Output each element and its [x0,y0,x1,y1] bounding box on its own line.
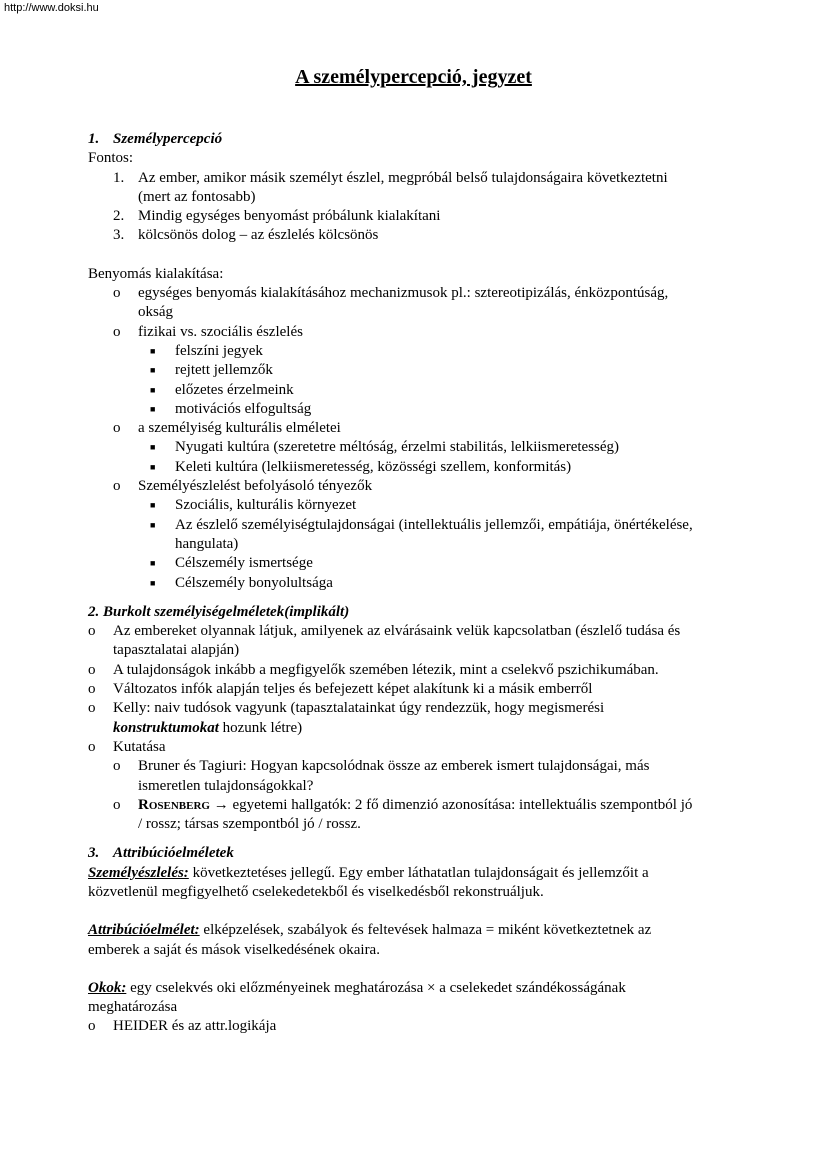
paragraph-text: következtetéses jellegű. Egy ember láthatatlan tulajdonságait és jellemzőit a [188,864,649,881]
sub-list-item-text: Nyugati kultúra (szeretetre méltóság, érzelmi stabilitás, lelkiismeretesség) [175,439,620,456]
circle-bullet: o [88,700,96,717]
square-bullet: ■ [150,558,156,569]
circle-bullet: o [113,420,121,437]
list-item-text: fizikai vs. szociális észlelés [138,323,303,340]
circle-bullet: o [88,623,96,640]
list-item [88,680,768,699]
defined-term: Okok: [88,979,127,996]
circle-bullet: o [113,478,121,495]
square-bullet: ■ [150,384,156,395]
sub-list-item [88,438,768,457]
benyomas-heading: Benyomás kialakítása: [88,265,224,282]
section-3-number: 3. [88,845,100,862]
author-name: Rosenberg [138,796,210,813]
sub-list-item-text-cont: ismeretlen tulajdonságokkal? [138,777,314,794]
list-item [88,1017,768,1036]
document-body [88,130,768,1037]
sub-list-item-text: Keleti kultúra (lelkiismeretesség, közösségi szellem, konformitás) [175,458,572,475]
item-number: 3. [113,227,125,244]
list-item-text-cont: tapasztalatai alapján) [113,642,240,659]
list-item-text-cont: okság [138,304,173,321]
square-bullet: ■ [150,365,156,376]
list-item-text: Személyészlelést befolyásoló tényezők [138,478,373,495]
section-1-number: 1. [88,131,100,147]
sub-list-item [88,796,768,835]
list-item [88,323,768,342]
section-3-heading [88,844,768,863]
sub-list-item-text [138,796,768,815]
sub-list-item-text: felszíni jegyek [175,342,263,359]
square-bullet: ■ [150,519,156,530]
square-bullet: ■ [150,442,156,453]
sub-list-item [88,757,768,796]
square-bullet: ■ [150,500,156,511]
item-text-cont: (mert az fontosabb) [138,188,256,205]
sub-list-item-text: Célszemély ismertsége [175,555,313,572]
circle-bullet: o [88,661,96,678]
list-item-text: egységes benyomás kialakításához mechanizmusok pl.: sztereotipizálás, énközpontúság, [138,285,669,302]
sub-list-item [88,381,768,400]
circle-bullet: o [113,758,121,775]
circle-bullet: o [88,738,96,755]
list-item-text: HEIDER és az attr.logikája [113,1018,277,1035]
numbered-item [88,207,768,226]
item-text: Mindig egységes benyomást próbálunk kialakítani [138,208,441,225]
source-url[interactable]: http://www.doksi.hu [4,2,99,14]
list-item-text: Az embereket olyannak látjuk, amilyenek az elvárásaink velük kapcsolatban (észlelő tudása és [113,623,681,640]
paragraph-text: egy cselekvés oki előzményeinek meghatározása × a cselekedet szándékosságának [126,979,626,996]
sub-list-item [88,400,768,419]
list-item [88,699,768,738]
arrow-icon: → [213,796,229,813]
paragraph-text-cont: közvetlenül megfigyelhető cselekedetekből és viselkedésből rekonstruáljuk. [88,883,544,900]
paragraph-okok [88,979,768,1018]
page-title: A személypercepció, jegyzet [295,66,532,88]
list-item [88,661,768,680]
list-item [88,477,768,496]
section-1-heading [88,130,768,149]
circle-bullet: o [88,681,96,698]
sub-list-item [88,361,768,380]
circle-bullet: o [88,1018,96,1035]
list-item-text-cont [113,719,768,738]
list-item [88,419,768,438]
sub-list-item-text: motivációs elfogultság [175,400,312,417]
section-2-heading: 2. Burkolt személyiségelméletek(implikált) [88,603,350,620]
list-item-text: A tulajdonságok inkább a megfigyelők szemében létezik, mint a cselekvő pszichikumában. [113,661,659,678]
sub-list-item-text-cont: / rossz; társas szempontból jó / rossz. [138,816,361,833]
sub-list-item-text: Szociális, kulturális környezet [175,497,357,514]
paragraph-text-cont: meghatározása [88,999,178,1016]
list-item-text: a személyiség kulturális elméletei [138,420,341,437]
section-3-title: Attribúcióelméletek [113,845,234,862]
list-item-text: Változatos infók alapján teljes és befejezett képet alakítunk ki a másik emberről [113,681,593,698]
list-item [88,622,768,661]
list-item [88,284,768,323]
sub-list-item-text: Célszemély bonyolultsága [175,574,333,591]
item-text: Az ember, amikor másik személyt észlel, megpróbál belső tulajdonságaira következtetni [138,169,668,186]
sub-list-item [88,496,768,515]
sub-list-item-text: előzetes érzelmeink [175,381,294,398]
paragraph-attribucioelmelet [88,921,768,960]
item-number: 1. [113,169,125,186]
square-bullet: ■ [150,577,156,588]
numbered-item [88,226,768,245]
paragraph-text: elképzelések, szabályok és feltevések halmaza = miként következtetnek az [199,922,652,939]
circle-bullet: o [113,323,121,340]
circle-bullet: o [113,285,121,302]
sub-list-item [88,458,768,477]
section-1-intro: Fontos: [88,150,134,167]
item-text: kölcsönös dolog – az észlelés kölcsönös [138,227,379,244]
square-bullet: ■ [150,345,156,356]
list-item [88,738,768,757]
sub-list-item [88,342,768,361]
square-bullet: ■ [150,403,156,414]
list-item-text: Kelly: naiv tudósok vagyunk (tapasztalatainkat úgy rendezzük, hogy megismerési [113,700,605,717]
sub-list-item-text: rejtett jellemzők [175,362,273,379]
list-item-text-rest: hozunk létre) [218,719,303,736]
list-item-text: Kutatása [113,738,166,755]
sub-list-item [88,554,768,573]
sub-list-item-text-rest: egyetemi hallgatók: 2 fő dimenzió azonosítása: intellektuális szempontból jó [228,796,693,813]
sub-list-item-text: Az észlelő személyiségtulajdonságai (intellektuális jellemzői, empátiája, önértékelése, [175,516,693,533]
sub-list-item-text-cont: hangulata) [175,535,239,552]
paragraph-text-cont: emberek a saját és mások viselkedésének okaira. [88,941,380,958]
paragraph-szemelyeszleles [88,864,768,903]
sub-list-item-text: Bruner és Tagiuri: Hogyan kapcsolódnak össze az emberek ismert tulajdonságai, más [138,758,650,775]
section-1-title: Személypercepció [113,131,223,147]
defined-term: Személyészlelés: [88,864,189,881]
square-bullet: ■ [150,461,156,472]
defined-term: Attribúcióelmélet: [88,922,200,939]
emphasis-term: konstruktumokat [113,719,219,736]
sub-list-item [88,516,768,555]
numbered-item [88,169,768,208]
circle-bullet: o [113,796,121,813]
sub-list-item [88,574,768,593]
item-number: 2. [113,208,125,225]
